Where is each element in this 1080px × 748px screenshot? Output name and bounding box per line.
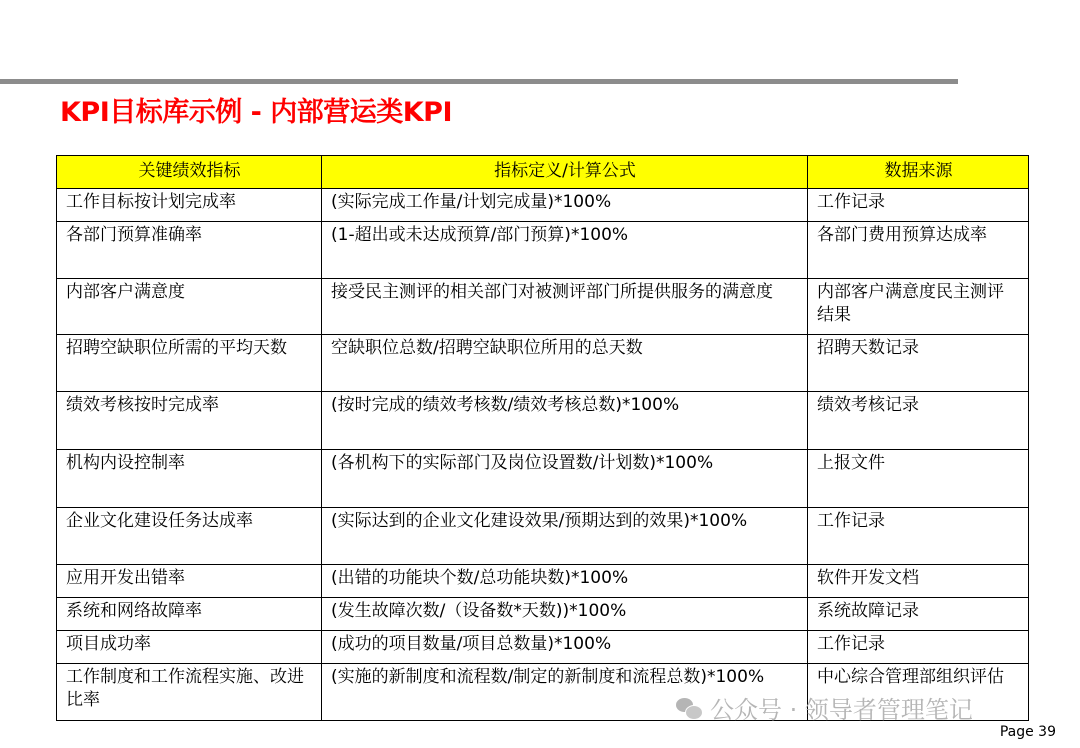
table-row: [57, 335, 1029, 392]
watermark-text: 公众号 · 领导者管理笔记: [710, 696, 973, 724]
table-row: [57, 279, 1029, 335]
watermark: [676, 690, 973, 725]
kpi-name-cell: 项目成功率: [57, 631, 322, 664]
table-row: [57, 189, 1029, 222]
source-cell: 系统故障记录: [808, 598, 1029, 631]
definition-cell: (实际达到的企业文化建设效果/预期达到的效果)*100%: [322, 508, 808, 565]
kpi-name-cell: 工作制度和工作流程实施、改进比率: [57, 664, 322, 721]
source-cell: 招聘天数记录: [808, 335, 1029, 392]
table-row: [57, 222, 1029, 279]
header-kpi: 关键绩效指标: [57, 156, 322, 189]
kpi-name-cell: 内部客户满意度: [57, 279, 322, 335]
source-cell: 工作记录: [808, 508, 1029, 565]
kpi-name-cell: 系统和网络故障率: [57, 598, 322, 631]
table-row: [57, 565, 1029, 598]
page-number: Page 39: [999, 724, 1056, 740]
definition-cell: 空缺职位总数/招聘空缺职位所用的总天数: [322, 335, 808, 392]
table-row: [57, 450, 1029, 508]
definition-cell: (按时完成的绩效考核数/绩效考核总数)*100%: [322, 392, 808, 450]
wechat-icon: [676, 697, 702, 719]
kpi-table: [56, 155, 1029, 721]
definition-cell: (实际完成工作量/计划完成量)*100%: [322, 189, 808, 222]
source-cell: 工作记录: [808, 631, 1029, 664]
header-definition: 指标定义/计算公式: [322, 156, 808, 189]
kpi-name-cell: 应用开发出错率: [57, 565, 322, 598]
definition-cell: (1-超出或未达成预算/部门预算)*100%: [322, 222, 808, 279]
source-cell: 各部门费用预算达成率: [808, 222, 1029, 279]
table-row: [57, 598, 1029, 631]
kpi-name-cell: 招聘空缺职位所需的平均天数: [57, 335, 322, 392]
header-source: 数据来源: [808, 156, 1029, 189]
source-cell: 软件开发文档: [808, 565, 1029, 598]
kpi-name-cell: 企业文化建设任务达成率: [57, 508, 322, 565]
kpi-name-cell: 工作目标按计划完成率: [57, 189, 322, 222]
definition-cell: (出错的功能块个数/总功能块数)*100%: [322, 565, 808, 598]
definition-cell: (成功的项目数量/项目总数量)*100%: [322, 631, 808, 664]
definition-cell: 接受民主测评的相关部门对被测评部门所提供服务的满意度: [322, 279, 808, 335]
table-header-row: [57, 156, 1029, 189]
kpi-name-cell: 绩效考核按时完成率: [57, 392, 322, 450]
table-row: [57, 392, 1029, 450]
page-title: KPI目标库示例 - 内部营运类KPI: [60, 97, 453, 128]
definition-cell: (实施的新制度和流程数/制定的新制度和流程总数)*100%: [322, 664, 808, 721]
source-cell: 中心综合管理部组织评估: [808, 664, 1029, 721]
source-cell: 上报文件: [808, 450, 1029, 508]
source-cell: 内部客户满意度民主测评结果: [808, 279, 1029, 335]
top-divider: [0, 79, 958, 84]
table-row: [57, 508, 1029, 565]
table-row: [57, 631, 1029, 664]
kpi-name-cell: 机构内设控制率: [57, 450, 322, 508]
kpi-name-cell: 各部门预算准确率: [57, 222, 322, 279]
source-cell: 绩效考核记录: [808, 392, 1029, 450]
definition-cell: (发生故障次数/（设备数*天数))*100%: [322, 598, 808, 631]
definition-cell: (各机构下的实际部门及岗位设置数/计划数)*100%: [322, 450, 808, 508]
source-cell: 工作记录: [808, 189, 1029, 222]
